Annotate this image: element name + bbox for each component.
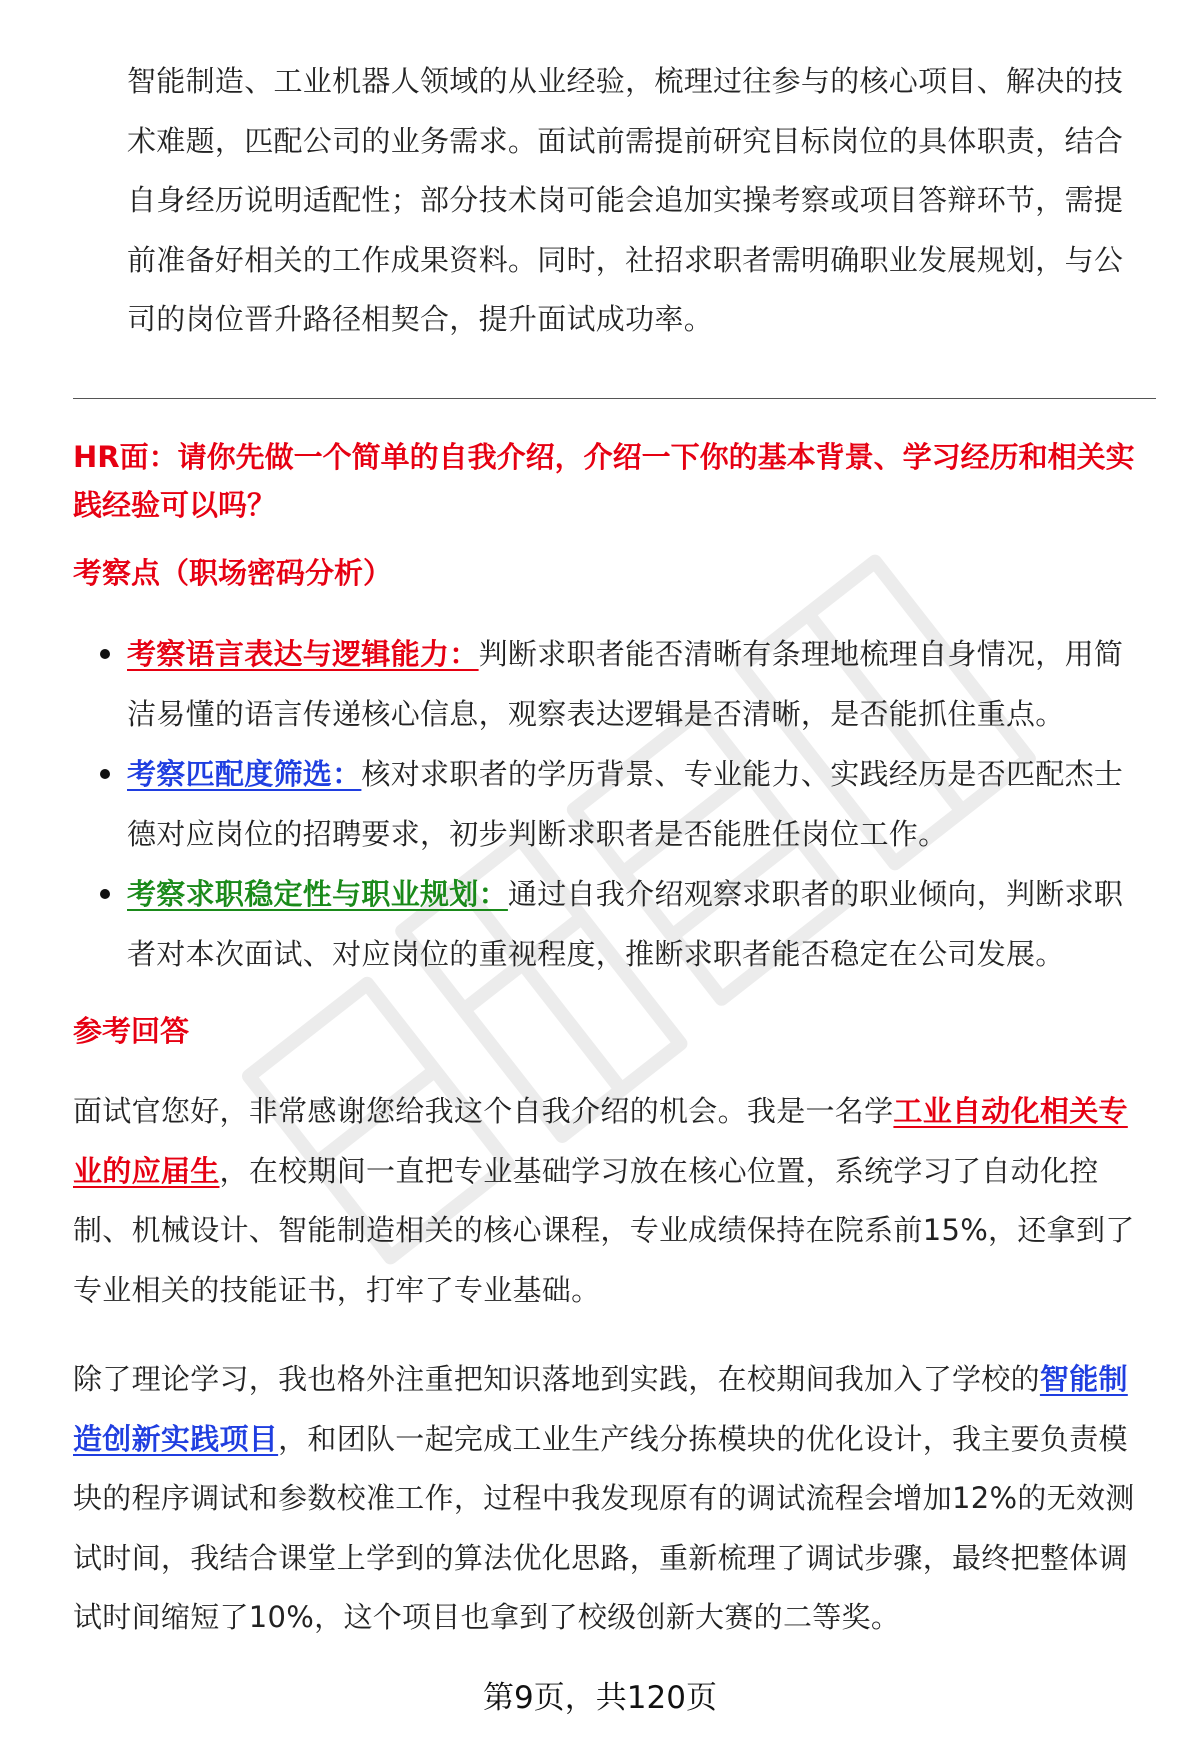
interview-question: HR面：请你先做一个简单的自我介绍，介绍一下你的基本背景、学习经历和相关实践经验可以吗？	[73, 440, 1135, 522]
point-text: 核对求职者的学历背景、专业能力、实践经历是否匹配杰士德对应岗位的招聘要求，初步判断求职者是否能胜任岗位工作。	[127, 757, 1124, 851]
points-heading: 考察点（职场密码分析）	[73, 556, 393, 590]
point-text: 判断求职者能否清晰有条理地梳理自身情况，用简洁易懂的语言传递核心信息，观察表达逻辑是否清晰，是否能抓住重点。	[127, 637, 1124, 731]
answer-heading: 参考回答	[73, 1014, 190, 1048]
answer-text: ，和团队一起完成工业生产线分拣模块的优化设计，我主要负责模块的程序调试和参数校准工作，过程中我发现原有的调试流程会增加12%的无效测试时间，我结合课堂上学到的算法优化思路，重新梳理了调试步骤，最终把整体调试时间缩短了10%，这个项目也拿到了校级创新大赛的二等奖。	[73, 1421, 1135, 1634]
bullet-dot-icon	[100, 649, 110, 659]
point-text: 通过自我介绍观察求职者的职业倾向，判断求职者对本次面试、对应岗位的重视程度，推断求职者能否稳定在公司发展。	[127, 877, 1124, 971]
answer-highlight: 智能制造创新实践项目	[73, 1362, 1128, 1456]
answer-highlight: 工业自动化相关专业的应届生	[73, 1094, 1128, 1188]
bullet-dot-icon	[100, 889, 110, 899]
answer-paragraph-2	[73, 1350, 1155, 1648]
list-item	[127, 744, 1152, 864]
point-label: 考察语言表达与逻辑能力：	[127, 637, 479, 671]
answer-text: 除了理论学习，我也格外注重把知识落地到实践，在校期间我加入了学校的	[73, 1362, 1040, 1396]
answer-paragraph-1	[73, 1082, 1155, 1320]
point-label: 考察求职稳定性与职业规划：	[127, 877, 508, 911]
page-footer: 第9页，共120页	[483, 1680, 717, 1716]
section-divider	[73, 398, 1156, 399]
list-item	[127, 624, 1152, 744]
points-list	[127, 624, 1152, 984]
answer-text: ，在校期间一直把专业基础学习放在核心位置，系统学习了自动化控制、机械设计、智能制造相关的核心课程，专业成绩保持在院系前15%，还拿到了专业相关的技能证书，打牢了专业基础。	[73, 1153, 1135, 1307]
bullet-dot-icon	[100, 769, 110, 779]
list-item	[127, 864, 1152, 984]
intro-paragraph: 智能制造、工业机器人领域的从业经验，梳理过往参与的核心项目、解决的技术难题，匹配公司的业务需求。面试前需提前研究目标岗位的具体职责，结合自身经历说明适配性；部分技术岗可能会追加实操考察或项目答辩环节，需提前准备好相关的工作成果资料。同时，社招求职者需明确职业发展规划，与公司的岗位晋升路径相契合，提升面试成功率。	[127, 64, 1124, 336]
point-label: 考察匹配度筛选：	[127, 757, 362, 791]
answer-text: 面试官您好，非常感谢您给我这个自我介绍的机会。我是一名学	[73, 1094, 894, 1128]
